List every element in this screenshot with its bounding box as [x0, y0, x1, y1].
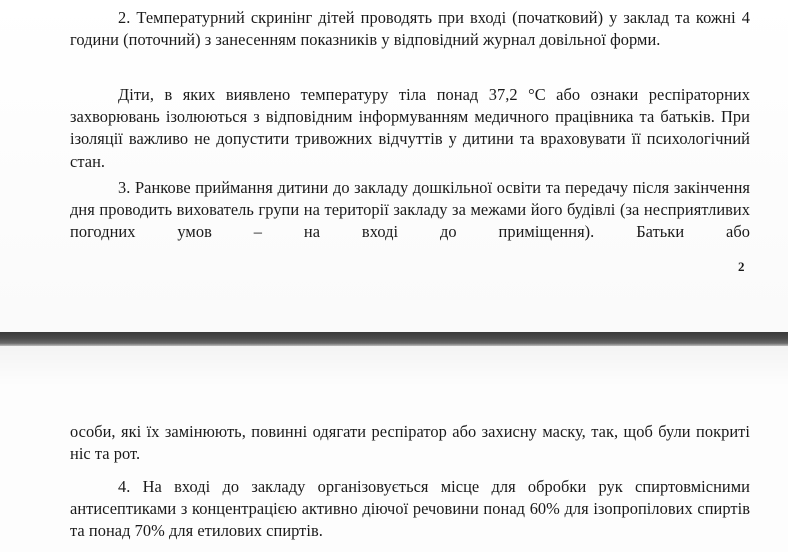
paragraph-text: Діти, в яких виявлено температуру тіла понад 37,2 °C або ознаки респіраторних захворювань ізолюються з відповідним інформуванням медичного працівника та батьків. При ізоляції важливо не допустити тривожних відчуттів у дитини та враховувати її психологічний стан. — [70, 85, 750, 171]
paragraph-isolation — [70, 84, 750, 173]
page-break-divider — [0, 332, 788, 346]
paragraph-text: 2. Температурний скринінг дітей проводять при вході (початковий) у заклад та кожні 4 години (поточний) з занесенням показників у відповідний журнал довільної форми. — [70, 8, 750, 50]
paragraph-text: особи, які їх замінюють, повинні одягати респіратор або захисну маску, так, щоб були покриті ніс та рот. — [70, 422, 750, 464]
paragraph-text: 3. Ранкове приймання дитини до закладу дошкільної освіти та передачу після закінчення дня проводить вихователь групи на території закладу за межами його будівлі (за несприятливих погодних умов – на вході до приміщення). Батьки або — [70, 178, 750, 242]
page-number: 2 — [738, 259, 745, 274]
paragraph-temperature-screening — [70, 7, 750, 51]
scan-shadow — [0, 346, 788, 386]
paragraph-antiseptic — [70, 476, 750, 543]
paragraph-masks — [70, 421, 750, 465]
paragraph-text: 4. На вході до закладу організовується місце для обробки рук спиртовмісними антисептиками з концентрацією активно діючої речовини понад 60% для ізопропілових спиртів та понад 70% для етилових спиртів. — [70, 477, 750, 541]
paragraph-morning-reception — [70, 177, 750, 244]
